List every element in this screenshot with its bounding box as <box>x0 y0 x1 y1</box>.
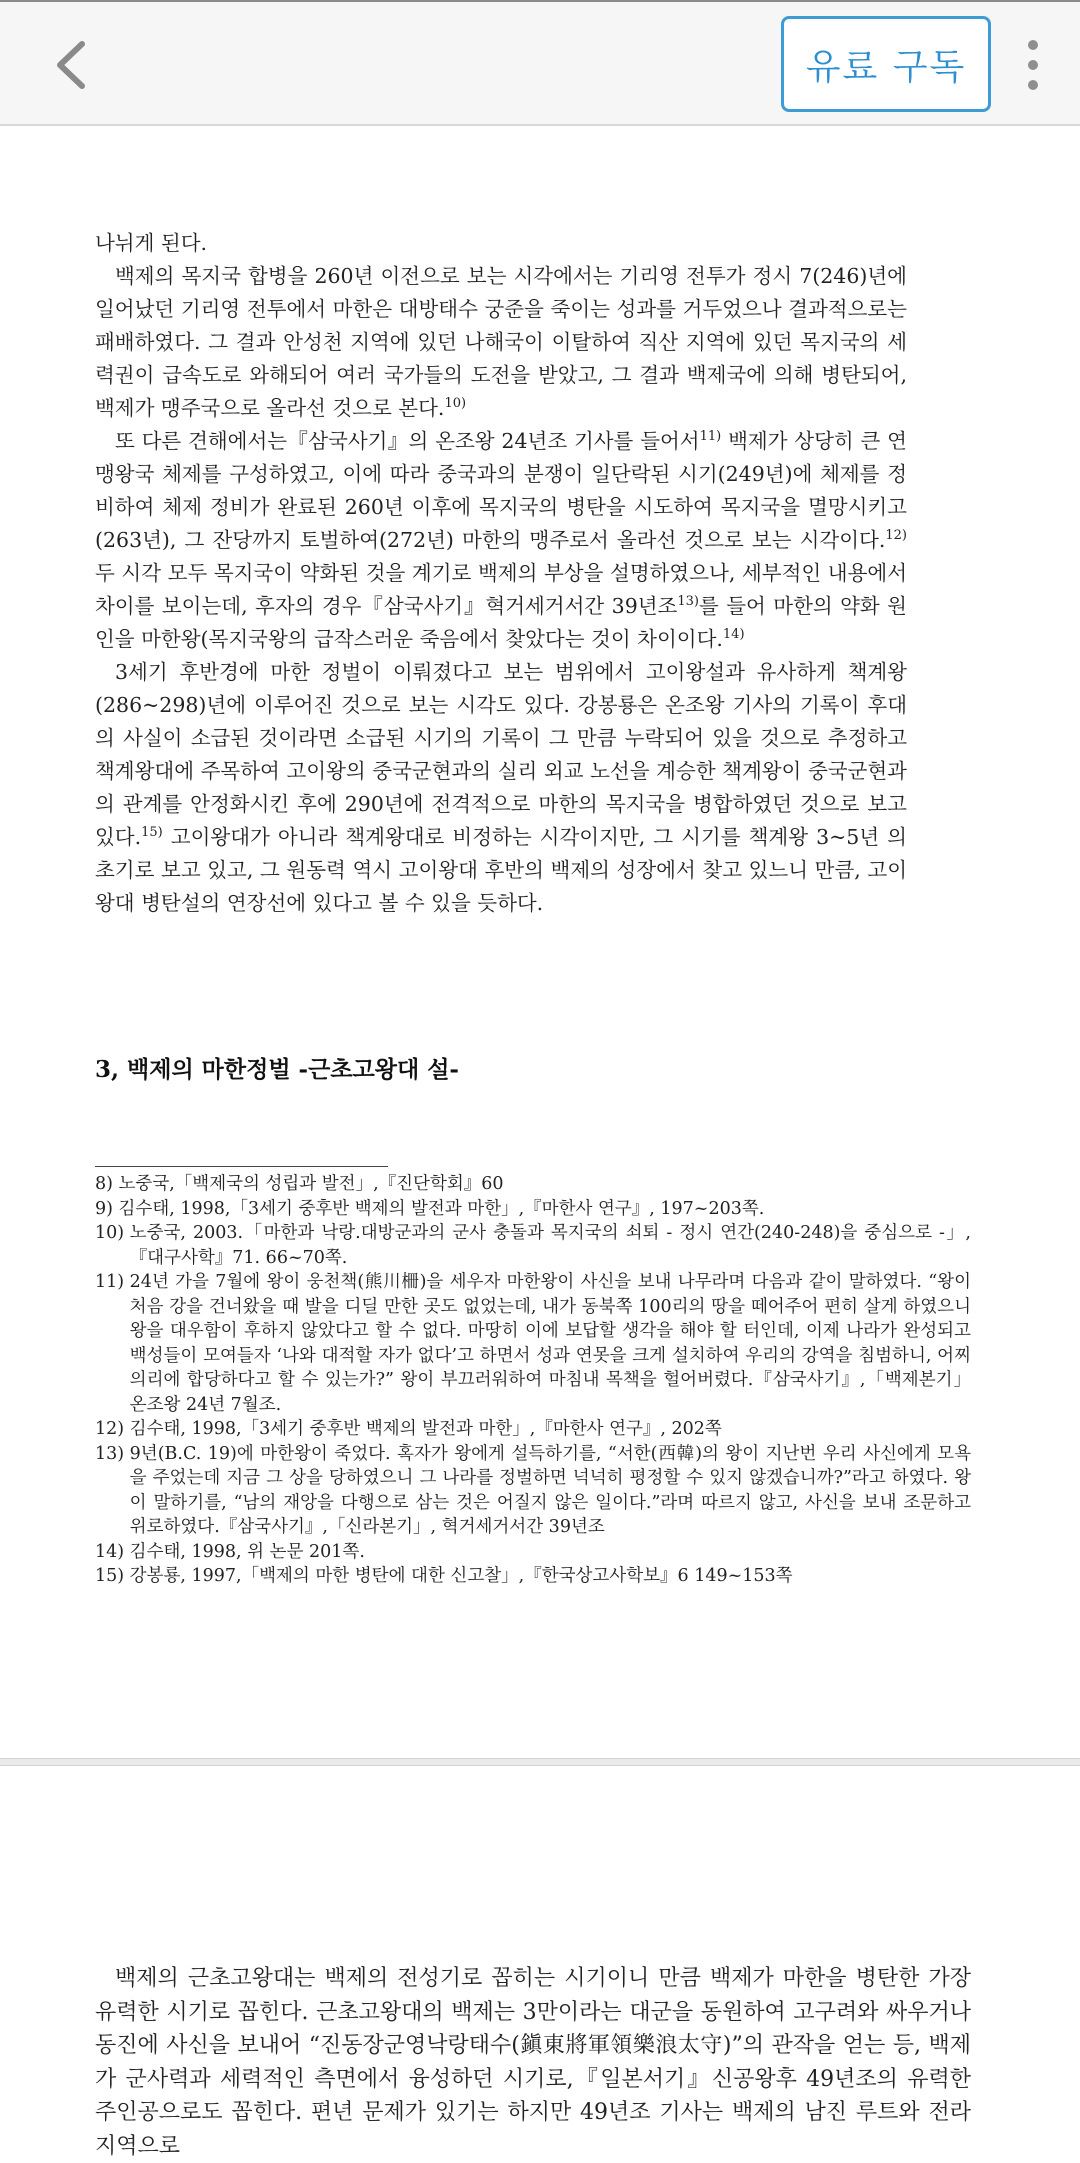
footnotes <box>95 1172 971 1589</box>
footnote-divider <box>95 1166 388 1167</box>
paragraph <box>95 425 907 656</box>
paragraph-text: 를 들어 마한의 약화 원인을 마한왕(목지국왕의 급작스러운 죽음에서 찾았다는 것이 차이이다. <box>95 594 907 651</box>
paragraph: 백제의 근초고왕대는 백제의 전성기로 꼽히는 시기이니 만큼 백제가 마한을 병탄한 가장 유력한 시기로 꼽힌다. 근초고왕대의 백제는 3만이라는 대군을 동원하여 고구려와 싸우거나 동진에 사신을 보내어 “진동장군영낙랑태수(鎭東將軍領樂浪太守)”의 관작을 얻는 등, 백제가 군사력과 세력적인 측면에서 융성하던 시기로,『일본서기』신공왕후 49년조의 유력한 주인공으로도 꼽힌다. 편년 문제가 있기는 하지만 49년조 기사는 백제의 남진 루트와 전라 지역으로 <box>95 1966 971 2159</box>
subscribe-button[interactable]: 유료 구독 <box>781 16 991 112</box>
footnote-text: 김수태, 1998, 위 논문 201쪽. <box>129 1541 365 1562</box>
footnote-number: 11) <box>95 1272 130 1292</box>
footnote-item <box>95 1197 971 1222</box>
footnote-ref[interactable]: 12) <box>885 528 907 544</box>
footnote-ref[interactable]: 10) <box>444 396 467 412</box>
footnote-ref[interactable]: 14) <box>722 627 745 643</box>
footnote-item <box>95 1564 971 1589</box>
document-body <box>95 227 907 920</box>
ellipsis-dot <box>1028 60 1038 70</box>
footnote-item <box>95 1221 971 1270</box>
footnote-text: 김수태, 1998,「3세기 중후반 백제의 발전과 마한」,『마한사 연구』, 197~203쪽. <box>118 1198 765 1219</box>
footnote-number: 13) <box>95 1443 130 1464</box>
paragraph-text: 고이왕대가 아니라 책계왕대로 비정하는 시각이지만, 그 시기를 책계왕 3~5년 의 초기로 보고 있고, 그 원동력 역시 고이왕대 후반의 백제의 성장에서 찾고 있느니 만큼, 고이왕대 병탄설의 연장선에 있다고 볼 수 있을 듯하다. <box>95 825 907 915</box>
paragraph: 나뉘게 된다. <box>95 231 208 255</box>
ellipsis-dot <box>1028 80 1038 90</box>
section-heading: 3, 백제의 마한정벌 -근초고왕대 설- <box>95 1056 459 1083</box>
footnote-number: 9) <box>95 1198 119 1219</box>
footnote-item <box>95 1442 971 1540</box>
paragraph-text: 백제가 상당히 큰 연맹왕국 체제를 구성하였고, 이에 따라 중국과의 분쟁이 일단락된 시기(249년)에 체제를 정비하여 체제 정비가 완료된 260년 이후에 목지국의 병탄을 시도하여 목지국을 멸망시키고(263년), 그 잔당까지 토벌하여(272년) 마한의 맹주로서 올라선 것으로 보는 시각이다. <box>95 429 907 552</box>
footnote-item <box>95 1540 971 1565</box>
footnote-item <box>95 1172 971 1197</box>
paragraph <box>95 656 907 920</box>
footnote-text: 김수태, 1998,「3세기 중후반 백제의 발전과 마한」,『마한사 연구』, 202쪽 <box>129 1419 722 1439</box>
footnote-number: 15) <box>95 1566 130 1586</box>
footnote-text: 노중국, 2003.「마한과 낙랑.대방군과의 군사 충돌과 목지국의 쇠퇴 - 정시 연간(240-248)을 중심으로 -」,『대구사학』71. 66~70쪽. <box>129 1223 971 1268</box>
footnote-ref[interactable]: 11) <box>699 429 722 445</box>
page-separator <box>0 1758 1080 1766</box>
document-body-page2 <box>95 1962 971 2163</box>
footnote-number: 14) <box>95 1541 130 1562</box>
paragraph-text: 3세기 후반경에 마한 정벌이 이뤄졌다고 보는 범위에서 고이왕설과 유사하게 책계왕(286~298)년에 이루어진 것으로 보는 시각도 있다. 강봉룡은 온조왕 기사의 기록이 후대의 사실이 소급된 것이라면 소급된 시기의 기록이 그 만큼 누락되어 있을 것으로 추정하고 책계왕대에 주목하여 고이왕의 중국군현과의 실리 외교 노선을 계승한 책계왕이 중국군현과의 관계를 안정화시킨 후에 290년에 전격적으로 마한의 목지국을 병합하였던 것으로 보고 있다. <box>95 660 907 849</box>
paragraph <box>95 260 907 425</box>
vertical-ellipsis-icon <box>1028 40 1038 50</box>
top-app-bar <box>0 0 1080 126</box>
footnote-number: 12) <box>95 1419 130 1439</box>
paragraph-text: 두 시각 모두 목지국이 약화된 것을 계기로 백제의 부상을 설명하였으나, 세부적인 내용에서 차이를 보이는데, 후자의 경우『삼국사기』혁거세거서간 39년조 <box>95 561 907 618</box>
footnote-number: 10) <box>95 1223 130 1243</box>
footnote-ref[interactable]: 15) <box>141 825 163 841</box>
more-options-button[interactable] <box>1018 40 1048 90</box>
chevron-left-icon <box>46 36 100 94</box>
paragraph-text: 또 다른 견해에서는『삼국사기』의 온조왕 24년조 기사를 들어서 <box>115 429 700 453</box>
paragraph-text: 백제의 목지국 합병을 260년 이전으로 보는 시각에서는 기리영 전투가 정시 7(246)년에 일어났던 기리영 전투에서 마한은 대방태수 궁준을 죽이는 성과를 거두었으나 결과적으로는 패배하였다. 그 결과 안성천 지역에 있던 나해국이 이탈하여 직산 지역에 있던 목지국의 세력권이 급속도로 와해되어 여러 국가들의 도전을 받았고, 그 결과 백제국에 의해 병탄되어, 백제가 맹주국으로 올라선 것으로 본다. <box>95 264 907 420</box>
footnote-ref[interactable]: 13) <box>677 594 699 610</box>
footnote-item <box>95 1417 971 1442</box>
back-button[interactable] <box>46 36 100 94</box>
footnote-text: 노중국,「백제국의 성립과 발전」,『진단학회』60 <box>118 1174 504 1194</box>
footnote-item <box>95 1270 971 1417</box>
footnote-text: 강봉룡, 1997,「백제의 마한 병탄에 대한 신고찰」,『한국상고사학보』6 149~153쪽 <box>129 1566 793 1586</box>
footnote-text: 9년(B.C. 19)에 마한왕이 죽었다. 혹자가 왕에게 설득하기를, “서한(西韓)의 왕이 지난번 우리 사신에게 모욕을 주었는데 지금 그 상을 당하였으니 그 나라를 정벌하면 넉넉히 평정할 수 있지 않겠습니까?”라고 하였다. 왕이 말하기를, “남의 재앙을 다행으로 삼는 것은 어질지 않은 일이다.”라며 따르지 않고, 사신을 보내 조문하고 위로하였다.『삼국사기』,「신라본기」, 혁거세거서간 39년조 <box>129 1443 971 1537</box>
footnote-number: 8) <box>95 1174 119 1194</box>
footnote-text: 24년 가을 7월에 왕이 웅천책(熊川柵)을 세우자 마한왕이 사신을 보내 나무라며 다음과 같이 말하였다. “왕이 처음 강을 건너왔을 때 발을 디딜 만한 곳도 없었는데, 내가 동북쪽 100리의 땅을 떼어주어 편히 살게 하였으니 왕을 대우함이 후하지 않았다고 할 수 없다. 마땅히 이에 보답할 생각을 해야 할 터인데, 이제 나라가 완성되고 백성들이 모여들자 ‘나와 대적할 자가 없다’고 하면서 성과 연못을 크게 설치하여 우리의 강역을 침범하니, 어찌 의리에 합당하다고 할 수 있는가?” 왕이 부끄러워하여 마침내 목책을 헐어버렸다.『삼국사기』,「백제본기」온조왕 24년 7월조. <box>129 1272 971 1415</box>
